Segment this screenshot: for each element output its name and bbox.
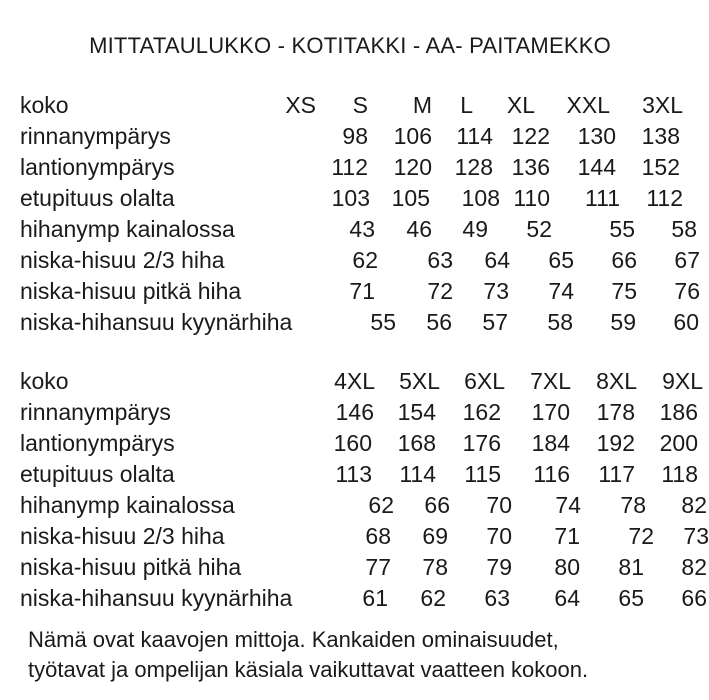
cell-value: 176 [462, 430, 501, 456]
cell-value: 112 [331, 154, 368, 180]
cell-value: 98 [342, 123, 368, 149]
cell-value: 111 [585, 185, 620, 211]
cell-value: 68 [365, 523, 391, 549]
table-row [20, 428, 698, 459]
size-header-9xl: 9XL [662, 368, 703, 394]
cell-value: 61 [362, 585, 388, 611]
cell-value: 136 [511, 154, 550, 180]
header-label: koko [20, 92, 69, 118]
cell-value: 70 [486, 523, 512, 549]
cell-value: 73 [483, 278, 509, 304]
row-label: niska-hihansuu kyynärhiha [20, 309, 293, 335]
cell-value: 74 [548, 278, 574, 304]
cell-value: 128 [454, 154, 493, 180]
cell-value: 114 [399, 461, 436, 487]
table-row [20, 459, 698, 490]
size-header-xxl: XXL [566, 92, 610, 118]
cell-value: 64 [484, 247, 510, 273]
disclaimer-line-2: työtavat ja ompelijan käsiala vaikuttavat vaatteen kokoon. [28, 657, 589, 682]
cell-value: 71 [349, 278, 375, 304]
cell-value: 58 [671, 216, 697, 242]
cell-value: 112 [646, 185, 683, 211]
cell-value: 115 [464, 461, 501, 487]
cell-value: 82 [681, 492, 707, 518]
cell-value: 66 [611, 247, 637, 273]
cell-value: 56 [426, 309, 452, 335]
table-row [20, 521, 709, 552]
row-label: rinnanympärys [20, 399, 171, 425]
cell-value: 43 [349, 216, 375, 242]
table-row [20, 397, 698, 428]
cell-value: 59 [610, 309, 636, 335]
table-row [20, 490, 707, 521]
cell-value: 74 [555, 492, 581, 518]
table-header-row [20, 366, 703, 397]
cell-value: 146 [335, 399, 374, 425]
row-label: niska-hisuu 2/3 hiha [20, 247, 225, 273]
cell-value: 144 [577, 154, 616, 180]
cell-value: 73 [683, 523, 709, 549]
row-label: rinnanympärys [20, 123, 171, 149]
row-label: niska-hihansuu kyynärhiha [20, 585, 293, 611]
cell-value: 65 [618, 585, 644, 611]
size-table-1 [20, 90, 700, 338]
cell-value: 130 [577, 123, 616, 149]
row-label: lantionympärys [20, 430, 175, 456]
cell-value: 162 [462, 399, 501, 425]
table-row [20, 552, 707, 583]
row-label: niska-hisuu pitkä hiha [20, 554, 242, 580]
row-label: lantionympärys [20, 154, 175, 180]
cell-value: 106 [393, 123, 432, 149]
cell-value: 116 [533, 461, 570, 487]
cell-value: 67 [674, 247, 700, 273]
cell-value: 66 [424, 492, 450, 518]
cell-value: 62 [420, 585, 446, 611]
size-table-2 [20, 366, 709, 614]
size-header-xs: XS [285, 92, 316, 118]
cell-value: 64 [554, 585, 580, 611]
cell-value: 170 [531, 399, 570, 425]
cell-value: 78 [422, 554, 448, 580]
cell-value: 52 [526, 216, 552, 242]
cell-value: 55 [370, 309, 396, 335]
cell-value: 118 [661, 461, 698, 487]
cell-value: 168 [397, 430, 436, 456]
cell-value: 154 [397, 399, 436, 425]
cell-value: 76 [674, 278, 700, 304]
table-row [20, 152, 695, 183]
cell-value: 78 [620, 492, 646, 518]
table-header-row [20, 90, 695, 121]
cell-value: 72 [628, 523, 654, 549]
cell-value: 82 [681, 554, 707, 580]
size-header-xl: XL [506, 92, 535, 118]
row-label: niska-hisuu 2/3 hiha [20, 523, 225, 549]
cell-value: 62 [352, 247, 378, 273]
row-label: niska-hisuu pitkä hiha [20, 278, 242, 304]
cell-value: 178 [596, 399, 635, 425]
cell-value: 72 [427, 278, 453, 304]
cell-value: 46 [406, 216, 432, 242]
size-header-3xl: 3XL [642, 92, 683, 118]
table-row [20, 121, 695, 152]
cell-value: 60 [673, 309, 699, 335]
disclaimer-line-1: Nämä ovat kaavojen mittoja. Kankaiden ominaisuudet, [28, 627, 559, 652]
disclaimer-note [28, 625, 588, 685]
cell-value: 65 [548, 247, 574, 273]
cell-value: 108 [461, 185, 500, 211]
cell-value: 160 [333, 430, 372, 456]
size-header-5xl: 5XL [399, 368, 440, 394]
table-row [20, 307, 699, 338]
cell-value: 186 [659, 399, 698, 425]
header-label: koko [20, 368, 69, 394]
size-header-8xl: 8XL [596, 368, 637, 394]
cell-value: 105 [391, 185, 430, 211]
cell-value: 63 [484, 585, 510, 611]
cell-value: 71 [554, 523, 580, 549]
cell-value: 79 [486, 554, 512, 580]
row-label: etupituus olalta [20, 461, 175, 487]
table-row [20, 183, 695, 214]
size-header-m: M [412, 92, 432, 118]
cell-value: 120 [393, 154, 432, 180]
cell-value: 69 [422, 523, 448, 549]
cell-value: 75 [611, 278, 637, 304]
cell-value: 77 [365, 554, 391, 580]
size-header-l: L [460, 92, 473, 118]
cell-value: 103 [331, 185, 370, 211]
size-header-4xl: 4XL [334, 368, 375, 394]
cell-value: 113 [335, 461, 372, 487]
cell-value: 184 [531, 430, 570, 456]
cell-value: 62 [368, 492, 394, 518]
cell-value: 138 [641, 123, 680, 149]
page-title: MITTATAULUKKO - KOTITAKKI - AA- PAITAMEKKO [89, 33, 611, 58]
cell-value: 200 [659, 430, 698, 456]
row-label: hihanymp kainalossa [20, 216, 235, 242]
cell-value: 114 [456, 123, 493, 149]
cell-value: 66 [681, 585, 707, 611]
cell-value: 152 [641, 154, 680, 180]
table-row [20, 276, 700, 307]
size-header-6xl: 6XL [464, 368, 505, 394]
cell-value: 55 [609, 216, 635, 242]
row-label: etupituus olalta [20, 185, 175, 211]
table-row [20, 214, 695, 245]
cell-value: 49 [462, 216, 488, 242]
cell-value: 117 [598, 461, 635, 487]
table-row [20, 245, 700, 276]
cell-value: 58 [547, 309, 573, 335]
cell-value: 110 [513, 185, 550, 211]
size-header-s: S [352, 92, 368, 118]
row-label: hihanymp kainalossa [20, 492, 235, 518]
cell-value: 57 [482, 309, 508, 335]
cell-value: 81 [618, 554, 644, 580]
cell-value: 192 [596, 430, 635, 456]
cell-value: 63 [427, 247, 453, 273]
size-header-7xl: 7XL [530, 368, 571, 394]
cell-value: 122 [511, 123, 550, 149]
table-row [20, 583, 707, 614]
cell-value: 80 [554, 554, 580, 580]
cell-value: 70 [486, 492, 512, 518]
